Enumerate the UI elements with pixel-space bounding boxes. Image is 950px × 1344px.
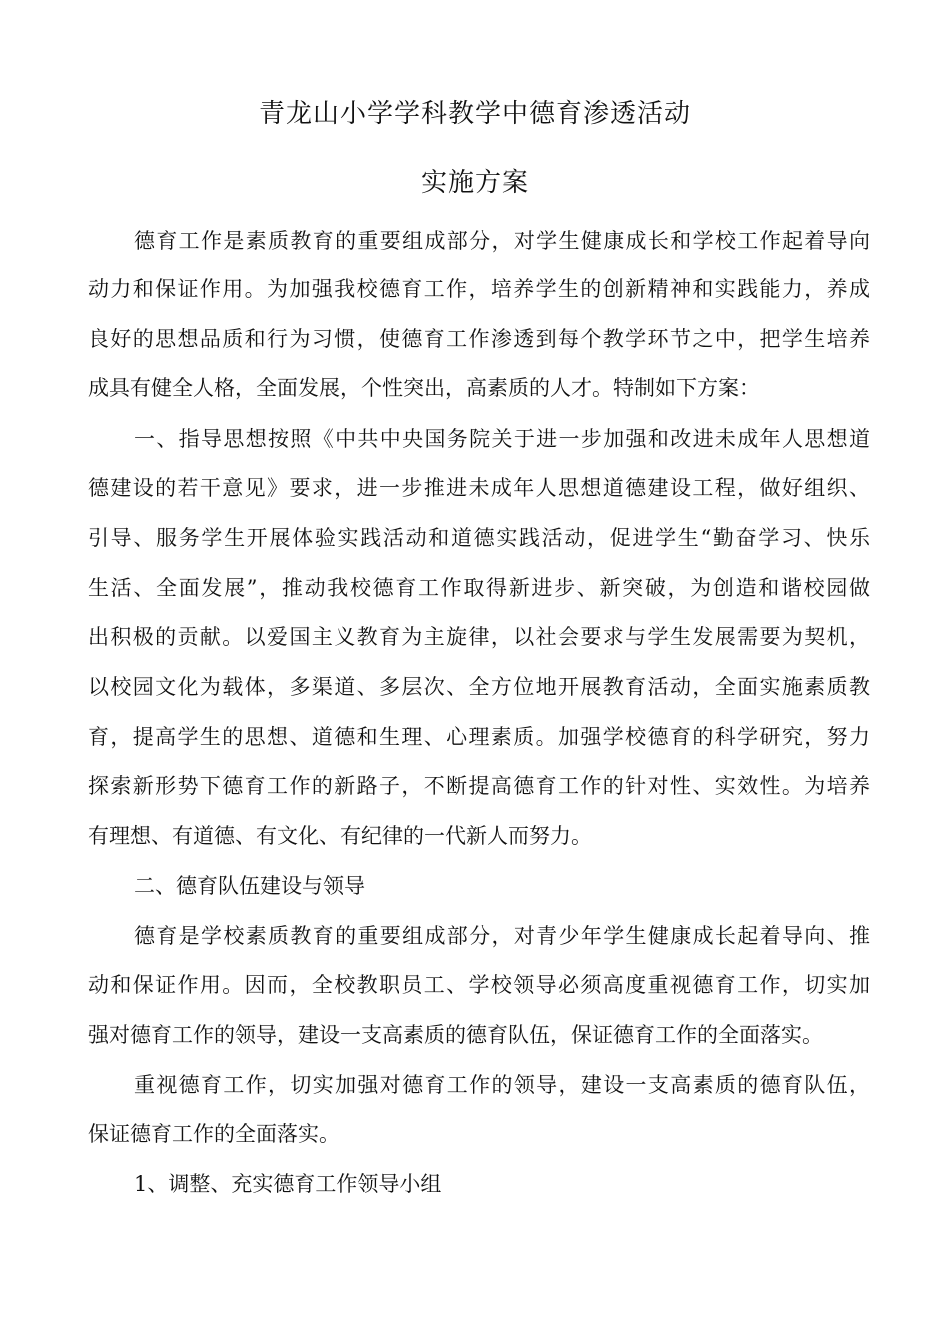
document-title: 青龙山小学学科教学中德育渗透活动 [258, 99, 691, 129]
text-line: 生活、全面发展”，推动我校德育工作取得新进步、新突破，为创造和谐校园做 [88, 576, 870, 600]
text-line: 保证德育工作的全面落实。 [88, 1122, 340, 1146]
section-heading: 二、德育队伍建设与领导 [134, 874, 365, 898]
text-line: 以校园文化为载体，多渠道、多层次、全方位地开展教育活动，全面实施素质教 [88, 675, 870, 699]
text-line: 良好的思想品质和行为习惯，使德育工作渗透到每个教学环节之中，把学生培养 [88, 327, 870, 351]
text-line: 强对德育工作的领导，建设一支高素质的德育队伍，保证德育工作的全面落实。 [88, 1023, 823, 1047]
document-subtitle: 实施方案 [420, 168, 529, 198]
text-line: 育，提高学生的思想、道德和生理、心理素质。加强学校德育的科学研究，努力 [88, 725, 870, 749]
text-line: 引导、服务学生开展体验实践活动和道德实践活动，促进学生“勤奋学习、快乐 [88, 526, 870, 550]
text-line: 一、指导思想按照《中共中央国务院关于进一步加强和改进未成年人思想道 [134, 427, 870, 451]
text-line: 德育是学校素质教育的重要组成部分，对青少年学生健康成长起着导向、推 [134, 924, 870, 948]
text-line: 动力和保证作用。为加强我校德育工作，培养学生的创新精神和实践能力，养成 [88, 277, 870, 301]
text-line: 德育工作是素质教育的重要组成部分，对学生健康成长和学校工作起着导向 [134, 229, 870, 253]
text-line: 探索新形势下德育工作的新路子，不断提高德育工作的针对性、实效性。为培养 [88, 774, 870, 798]
text-line: 出积极的贡献。以爱国主义教育为主旋律，以社会要求与学生发展需要为契机， [88, 625, 870, 649]
text-line: 重视德育工作，切实加强对德育工作的领导，建设一支高素质的德育队伍， [134, 1073, 870, 1097]
subsection-heading: 1、调整、充实德育工作领导小组 [134, 1172, 442, 1196]
text-line: 动和保证作用。因而，全校教职员工、学校领导必须高度重视德育工作，切实加 [88, 973, 870, 997]
text-line: 有理想、有道德、有文化、有纪律的一代新人而努力。 [88, 824, 592, 848]
text-line: 成具有健全人格，全面发展，个性突出，高素质的人才。特制如下方案： [88, 376, 760, 400]
text-line: 德建设的若干意见》要求，进一步推进未成年人思想道德建设工程，做好组织、 [88, 476, 870, 500]
